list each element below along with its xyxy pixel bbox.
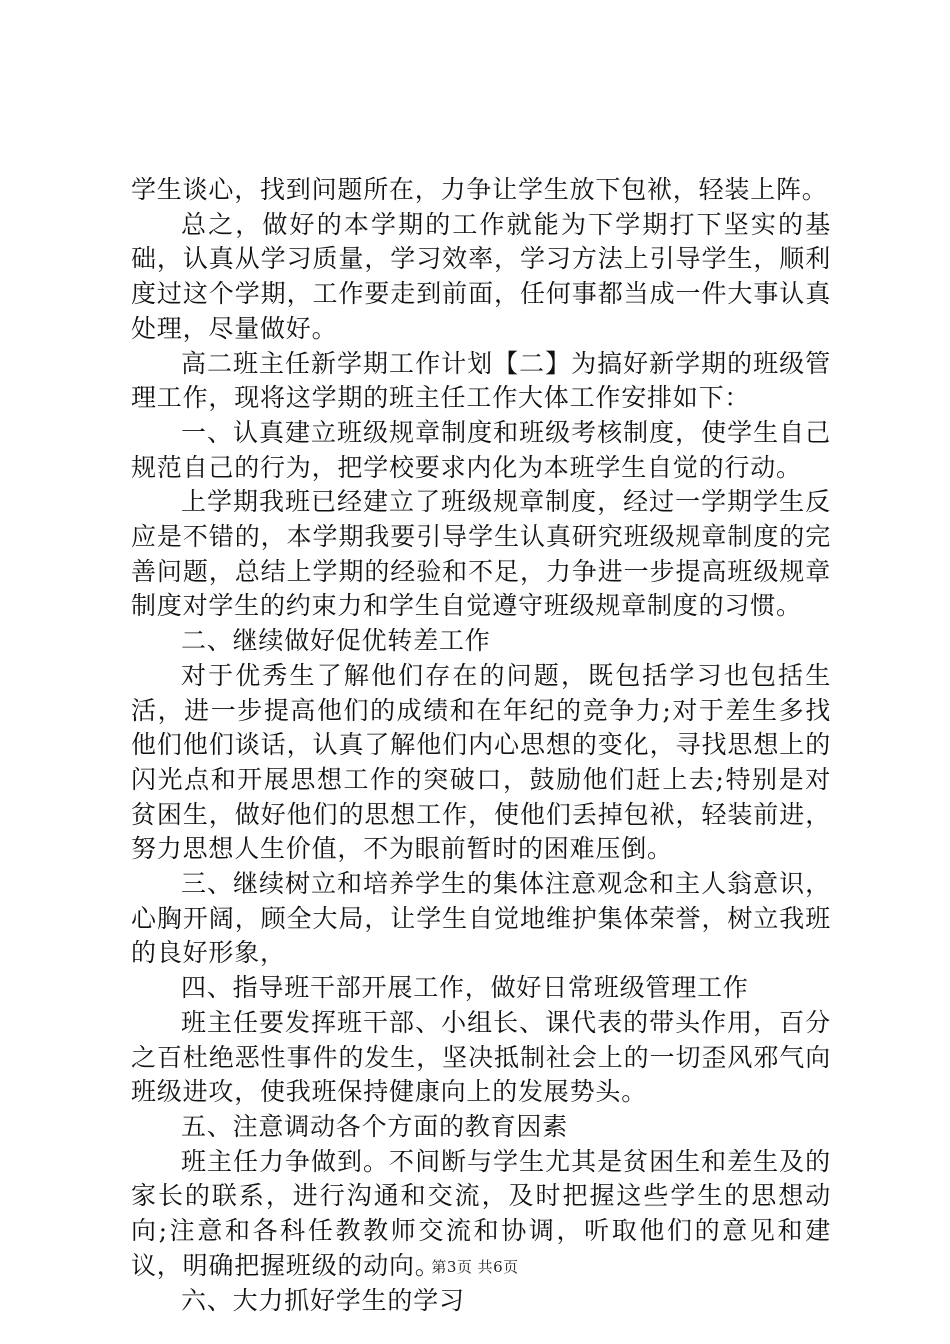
paragraph-10: 班主任要发挥班干部、小组长、课代表的带头作用，百分之百杜绝恶性事件的发生，坚决抵制社会上的一切歪风邪气向班级进攻，使我班保持健康向上的发展势头。 [131, 1007, 831, 1107]
paragraph-2: 总之，做好的本学期的工作就能为下学期打下坚实的基础，认真从学习质量，学习效率，学习方法上引导学生，顺利度过这个学期，工作要走到前面，任何事都当成一件大事认真处理，尽量做好。 [131, 209, 831, 343]
paragraph-12: 班主任力争做到。不间断与学生尤其是贫困生和差生及的家长的联系，进行沟通和交流，及时把握这些学生的思想动向;注意和各科任教教师交流和协调，听取他们的意见和建议，明确把握班级的动向。 [131, 1146, 831, 1280]
paragraph-8: 三、继续树立和培养学生的集体注意观念和主人翁意识，心胸开阔，顾全大局，让学生自觉地维护集体荣誉，树立我班的良好形象， [131, 869, 831, 968]
section-heading-2: 二、继续做好促优转差工作 [181, 626, 491, 656]
page-number: 第3页 共6页 [431, 1258, 519, 1276]
document-body [131, 173, 831, 1318]
section-heading-5: 五、注意调动各个方面的教育因素 [181, 1111, 569, 1141]
paragraph-4: 一、认真建立班级规章制度和班级考核制度，使学生自己规范自己的行为，把学校要求内化为本班学生自觉的行动。 [131, 417, 831, 482]
paragraph-7: 对于优秀生了解他们存在的问题，既包括学习也包括生活，进一步提高他们的成绩和在年纪的竞争力;对于差生多找他们他们谈话，认真了解他们内心思想的变化，寻找思想上的闪光点和开展思想工作的突破口，鼓励他们赶上去;特别是对贫困生，做好他们的思想工作，使他们丢掉包袱，轻装前进，努力思想人生价值，不为眼前暂时的困难压倒。 [131, 660, 831, 864]
section-heading-4: 四、指导班干部开展工作，做好日常班级管理工作 [181, 973, 749, 1003]
paragraph-5: 上学期我班已经建立了班级规章制度，经过一学期学生反应是不错的，本学期我要引导学生认真研究班级规章制度的完善问题，总结上学期的经验和不足，力争进一步提高班级规章制度对学生的约束力和学生自觉遵守班级规章制度的习惯。 [131, 487, 831, 621]
paragraph-3: 高二班主任新学期工作计划【二】为搞好新学期的班级管理工作，现将这学期的班主任工作大体工作安排如下： [131, 348, 831, 413]
paragraph-1: 学生谈心，找到问题所在，力争让学生放下包袱，轻装上阵。 [131, 175, 828, 204]
section-heading-6: 六、大力抓好学生的学习 [181, 1285, 465, 1315]
